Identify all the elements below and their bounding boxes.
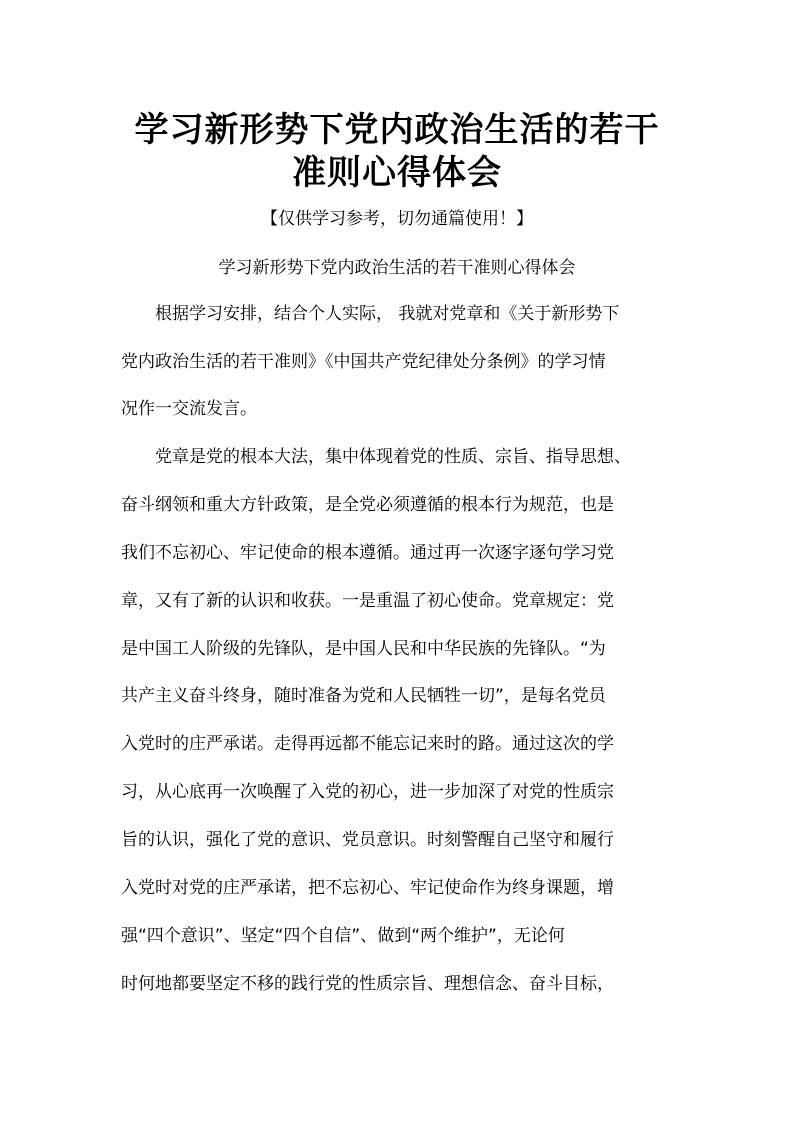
body-line: 党内政治生活的若干准则》《中国共产党纪律处分条例》的学习情: [121, 352, 606, 372]
body-line: 共产主义奋斗终身，随时准备为党和人民牺牲一切”，是每名党员: [121, 686, 606, 706]
body-line: 党章是党的根本大法，集中体现着党的性质、宗旨、指导思想、: [155, 447, 631, 467]
body-line: 入党时对党的庄严承诺，把不忘初心、牢记使命作为终身课题，增: [121, 878, 614, 898]
body-line: 旨的认识，强化了党的意识、党员意识。时刻警醒自己坚守和履行: [121, 830, 614, 850]
body-line: 章，又有了新的认识和收获。一是重温了初心使命。党章规定：党: [121, 591, 614, 611]
body-line: 时何地都要坚定不移的践行党的性质宗旨、理想信念、奋斗目标，: [121, 974, 614, 994]
body-line: 奋斗纲领和重大方针政策，是全党必须遵循的根本行为规范，也是: [121, 495, 614, 515]
document-title-line-1: 学习新形势下党内政治生活的若干: [134, 110, 660, 150]
document-title-line-2: 准则心得体会: [292, 153, 502, 193]
body-line: 根据学习安排，结合个人实际， 我就对党章和《关于新形势下: [155, 304, 620, 324]
body-line: 强“四个意识”、坚定“四个自信”、做到“两个维护”，无论何: [121, 926, 565, 946]
body-line: 况作一交流发言。: [121, 399, 257, 419]
body-line: 是中国工人阶级的先锋队，是中国人民和中华民族的先锋队。“为: [121, 639, 606, 659]
body-line: 习，从心底再一次唤醒了入党的初心，进一步加深了对党的性质宗: [121, 782, 614, 802]
body-line: 我们不忘初心、牢记使命的根本遵循。通过再一次逐字逐句学习党: [121, 543, 614, 563]
usage-note: 【仅供学习参考，切勿通篇使用！】: [261, 209, 533, 229]
document-subtitle: 学习新形势下党内政治生活的若干准则心得体会: [218, 258, 576, 278]
body-line: 入党时的庄严承诺。走得再远都不能忘记来时的路。通过这次的学: [121, 734, 614, 754]
